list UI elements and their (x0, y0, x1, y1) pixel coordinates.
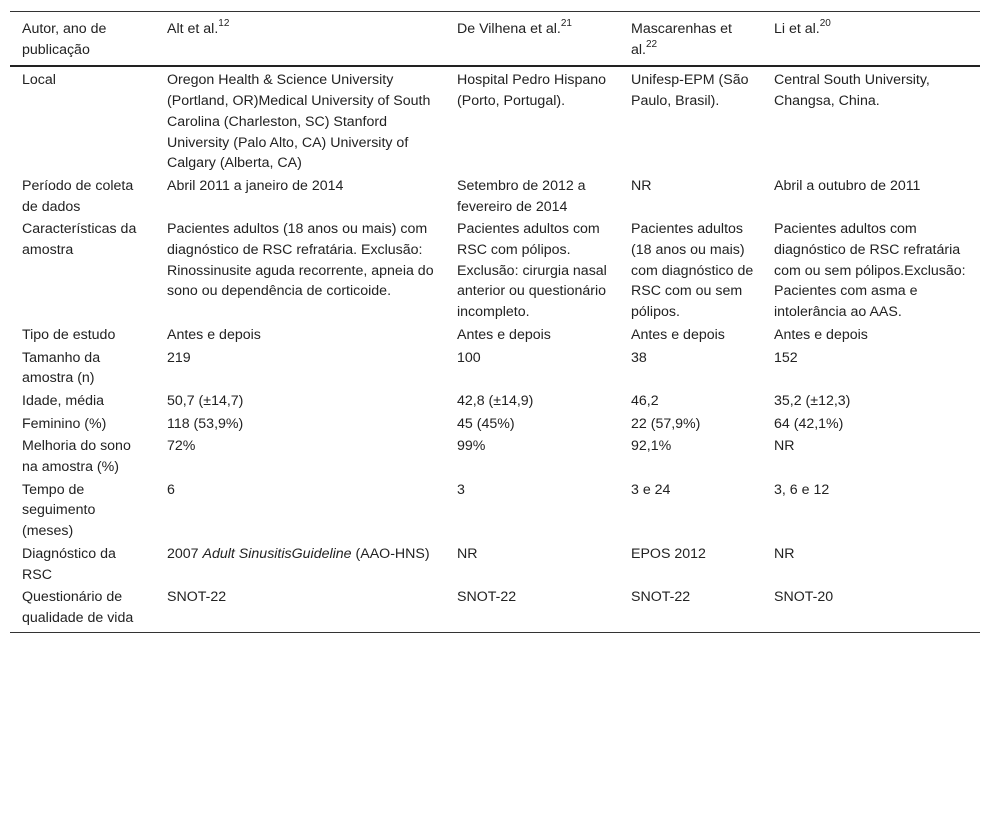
table-cell: Central South University, Changsa, China. (774, 72, 930, 110)
row-label: Feminino (%) (22, 415, 107, 432)
table-cell: Pacientes adultos (18 anos ou mais) com diagnóstico de RSC refratária. Exclusão: Rinossinusite aguda recorrente, apneia do sono ou dependência de corticoide. (167, 221, 434, 300)
row-label: Período de coleta de dados (22, 177, 134, 215)
row-label: Questionário de qualidade de vida (22, 589, 134, 626)
table-cell: 22 (57,9%) (631, 415, 701, 432)
table-cell: 152 (774, 349, 798, 366)
table-cell: Antes e depois (167, 326, 261, 343)
header-cell-mascarenhas: Mascarenhas et al.$^{22}$ (631, 21, 732, 58)
table-cell: Antes e depois (774, 326, 868, 343)
table-row-local (10, 66, 980, 175)
table-cell: 64 (42,1%) (774, 415, 844, 432)
table-cell: Oregon Health & Science University (Portland, OR)Medical University of South Carolina (Charleston, SC) Stanford University (Palo Alto, CA) University of Calgary (Alberta, CA) (167, 72, 431, 172)
table-cell: NR (457, 545, 478, 562)
table-row-seguimento (10, 479, 980, 543)
table-cell: 219 (167, 349, 191, 366)
row-label: Tempo de seguimento (meses) (22, 481, 96, 540)
row-label: Local (22, 72, 56, 89)
table-cell: 6 (167, 481, 175, 498)
header-cell-de-vilhena: De Vilhena et al.$^{21}$ (457, 18, 572, 37)
table-row-tamanho (10, 347, 980, 390)
table-row-periodo (10, 175, 980, 218)
table-cell: Pacientes adultos com diagnóstico de RSC refratária com ou sem pólipos.Exclusão: Pacientes com asma e intolerância ao AAS. (774, 221, 966, 321)
table-row-idade (10, 390, 980, 413)
table-cell: Hospital Pedro Hispano (Porto, Portugal). (457, 72, 607, 110)
table-cell: Pacientes adultos (18 anos ou mais) com diagnóstico de RSC com ou sem pólipos. (631, 221, 754, 321)
comparison-table (10, 11, 980, 633)
table-cell: 2007 Adult SinusitisGuideline (AAO-HNS) (167, 545, 430, 562)
row-label: Diagnóstico da RSC (22, 545, 116, 583)
table-cell: 35,2 (±12,3) (774, 392, 851, 409)
table-cell: 3, 6 e 12 (774, 481, 830, 498)
table-cell: EPOS 2012 (631, 545, 706, 562)
table-row-diagnostico (10, 543, 980, 586)
header-cell-alt: Alt et al.$^{12}$ (167, 18, 230, 37)
table-cell: Antes e depois (457, 326, 551, 343)
row-label: Características da amostra (22, 221, 137, 259)
table-cell: 118 (53,9%) (167, 415, 244, 432)
table-cell: 50,7 (±14,7) (167, 392, 244, 409)
table-cell: 45 (45%) (457, 415, 515, 432)
table-cell: SNOT-22 (457, 589, 517, 606)
table-cell: 46,2 (631, 392, 659, 409)
row-label: Idade, média (22, 392, 105, 409)
table-cell: Antes e depois (631, 326, 725, 343)
table-cell: Abril a outubro de 2011 (774, 177, 921, 194)
table-cell: 42,8 (±14,9) (457, 392, 534, 409)
table-cell: Pacientes adultos com RSC com pólipos. Exclusão: cirurgia nasal anterior ou questionário incompleto. (457, 221, 607, 321)
table-cell: 99% (457, 438, 486, 455)
table-cell: 38 (631, 349, 647, 366)
table-row-tipo-estudo (10, 324, 980, 347)
table-cell: NR (631, 177, 652, 194)
table-row-feminino (10, 413, 980, 436)
table-cell: NR (774, 545, 795, 562)
header-row (10, 12, 980, 67)
table-cell: SNOT-22 (631, 589, 691, 606)
row-label: Melhoria do sono na amostra (%) (22, 438, 131, 476)
header-cell-author-year: Autor, ano de publicação (22, 21, 107, 58)
table-cell: Setembro de 2012 a fevereiro de 2014 (457, 177, 586, 215)
table-cell: SNOT-22 (167, 589, 227, 606)
table-cell: NR (774, 438, 795, 455)
table-cell: 100 (457, 349, 481, 366)
table-cell: SNOT-20 (774, 589, 834, 606)
row-label: Tipo de estudo (22, 326, 116, 343)
table-cell: 72% (167, 438, 196, 455)
table-cell: Abril 2011 a janeiro de 2014 (167, 177, 344, 194)
header-cell-li: Li et al.$^{20}$ (774, 18, 831, 37)
row-label: Tamanho da amostra (n) (22, 349, 101, 387)
table-row-melhoria-sono (10, 435, 980, 478)
table-row-questionario (10, 586, 980, 632)
table-cell: Unifesp-EPM (São Paulo, Brasil). (631, 72, 749, 110)
table-cell: 92,1% (631, 438, 672, 455)
table-row-caracteristicas (10, 218, 980, 324)
table-cell: 3 (457, 481, 465, 498)
table-cell: 3 e 24 (631, 481, 671, 498)
